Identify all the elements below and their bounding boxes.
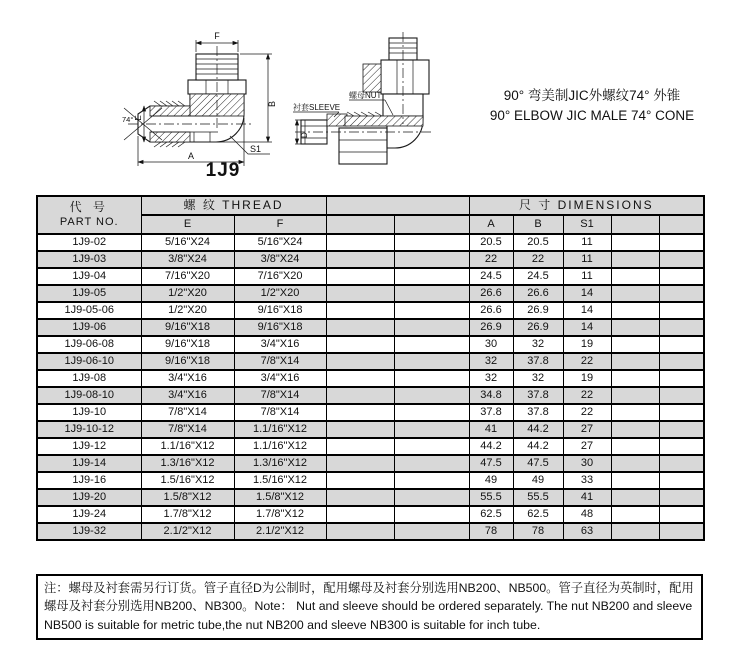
table-cell: 32 bbox=[469, 353, 513, 370]
table-cell: 14 bbox=[563, 285, 611, 302]
table-row bbox=[37, 285, 704, 302]
table-cell: 2.1/2"X12 bbox=[234, 523, 326, 540]
vertical-nut bbox=[381, 60, 429, 94]
table-cell: 78 bbox=[469, 523, 513, 540]
table-cell: 5/16"X24 bbox=[234, 234, 326, 251]
table-cell bbox=[326, 404, 394, 421]
table-cell bbox=[611, 523, 659, 540]
table-cell bbox=[394, 302, 469, 319]
table-cell bbox=[394, 506, 469, 523]
table-cell: 1.5/8"X12 bbox=[141, 489, 234, 506]
table-cell bbox=[611, 285, 659, 302]
table-cell bbox=[659, 438, 704, 455]
table-row bbox=[37, 489, 704, 506]
table-cell: 1J9-20 bbox=[37, 489, 141, 506]
table-cell bbox=[326, 472, 394, 489]
table-cell: 49 bbox=[469, 472, 513, 489]
col-header-blank bbox=[326, 215, 394, 234]
table-cell: 44.2 bbox=[513, 421, 563, 438]
table-cell: 1.3/16"X12 bbox=[141, 455, 234, 472]
table-cell bbox=[394, 336, 469, 353]
table-cell: 26.9 bbox=[513, 319, 563, 336]
section-hatch-topwall bbox=[345, 116, 423, 126]
table-cell bbox=[659, 421, 704, 438]
table-body bbox=[37, 234, 704, 540]
table-cell bbox=[326, 370, 394, 387]
section-hatch-bottomwall bbox=[150, 132, 190, 142]
table-row bbox=[37, 302, 704, 319]
table-cell: 1J9-10 bbox=[37, 404, 141, 421]
table-cell bbox=[659, 370, 704, 387]
header-dimensions-group: 尺 寸 DIMENSIONS bbox=[469, 196, 704, 215]
table-cell: 26.9 bbox=[469, 319, 513, 336]
table-cell bbox=[611, 370, 659, 387]
table-cell: 7/8"X14 bbox=[141, 421, 234, 438]
header-blank-group bbox=[326, 196, 469, 215]
table-cell: 1.5/16"X12 bbox=[234, 472, 326, 489]
table-cell: 26.9 bbox=[513, 302, 563, 319]
table-row bbox=[37, 472, 704, 489]
table-cell bbox=[611, 251, 659, 268]
sleeve-label: 衬套SLEEVE bbox=[293, 103, 341, 112]
table-cell: 11 bbox=[563, 251, 611, 268]
table-cell: 22 bbox=[563, 404, 611, 421]
table-cell: 9/16"X18 bbox=[234, 319, 326, 336]
table-cell: 44.2 bbox=[469, 438, 513, 455]
dim-label-f: F bbox=[214, 31, 220, 41]
table-row bbox=[37, 336, 704, 353]
table-cell: 37.8 bbox=[513, 353, 563, 370]
col-header-blank bbox=[394, 215, 469, 234]
table-cell: 1.1/16"X12 bbox=[234, 438, 326, 455]
table-cell: 30 bbox=[563, 455, 611, 472]
sleeve bbox=[327, 114, 347, 126]
table-cell: 14 bbox=[563, 319, 611, 336]
thread-ticks bbox=[347, 112, 382, 116]
table-cell: 48 bbox=[563, 506, 611, 523]
table-row bbox=[37, 319, 704, 336]
table-cell: 24.5 bbox=[469, 268, 513, 285]
table-cell: 1J9-02 bbox=[37, 234, 141, 251]
table-cell: 9/16"X18 bbox=[141, 353, 234, 370]
technical-drawing-left bbox=[122, 26, 312, 178]
table-cell: 1.1/16"X12 bbox=[141, 438, 234, 455]
table-cell bbox=[659, 506, 704, 523]
col-header-f: F bbox=[234, 215, 326, 234]
table-cell: 7/16"X20 bbox=[141, 268, 234, 285]
table-cell bbox=[659, 268, 704, 285]
table-cell: 11 bbox=[563, 234, 611, 251]
header-thread-group: 螺 纹 THREAD bbox=[141, 196, 326, 215]
product-title bbox=[442, 86, 742, 125]
table-cell bbox=[394, 251, 469, 268]
table-cell bbox=[394, 268, 469, 285]
table-row bbox=[37, 370, 704, 387]
table-cell: 1.5/8"X12 bbox=[234, 489, 326, 506]
table-row bbox=[37, 455, 704, 472]
table-cell bbox=[611, 302, 659, 319]
table-cell: 3/4"X16 bbox=[141, 387, 234, 404]
table-cell: 1J9-03 bbox=[37, 251, 141, 268]
table-cell: 33 bbox=[563, 472, 611, 489]
table-cell bbox=[611, 404, 659, 421]
table-cell: 1/2"X20 bbox=[234, 285, 326, 302]
table-cell: 2.1/2"X12 bbox=[141, 523, 234, 540]
table-cell: 27 bbox=[563, 438, 611, 455]
table-cell: 11 bbox=[563, 268, 611, 285]
col-header-a: A bbox=[469, 215, 513, 234]
table-cell: 62.5 bbox=[513, 506, 563, 523]
col-header-blank bbox=[659, 215, 704, 234]
table-cell bbox=[659, 319, 704, 336]
table-cell bbox=[611, 455, 659, 472]
table-cell bbox=[326, 523, 394, 540]
product-title-cn: 90° 弯美制JIC外螺纹74° 外锥 bbox=[503, 88, 681, 103]
table-cell: 1J9-16 bbox=[37, 472, 141, 489]
table-cell bbox=[611, 421, 659, 438]
table-cell bbox=[326, 336, 394, 353]
table-cell bbox=[611, 472, 659, 489]
table-cell bbox=[326, 302, 394, 319]
table-row bbox=[37, 404, 704, 421]
table-cell bbox=[326, 506, 394, 523]
table-row bbox=[37, 506, 704, 523]
table-cell: 47.5 bbox=[469, 455, 513, 472]
table-cell bbox=[326, 387, 394, 404]
table-cell bbox=[394, 421, 469, 438]
table-cell: 1J9-10-12 bbox=[37, 421, 141, 438]
table-cell: 32 bbox=[469, 370, 513, 387]
table-cell: 1/2"X20 bbox=[141, 285, 234, 302]
nut-label: 螺母NUT bbox=[349, 91, 382, 100]
header-part-no bbox=[37, 196, 141, 234]
table-row bbox=[37, 268, 704, 285]
dim-label-s1: S1 bbox=[250, 144, 262, 154]
table-cell: 1.1/16"X12 bbox=[234, 421, 326, 438]
table-cell bbox=[659, 404, 704, 421]
table-cell: 1J9-24 bbox=[37, 506, 141, 523]
table-cell: 7/8"X14 bbox=[234, 387, 326, 404]
table-cell: 22 bbox=[563, 353, 611, 370]
product-title-en: 90° ELBOW JIC MALE 74° CONE bbox=[489, 107, 695, 123]
table-cell bbox=[394, 387, 469, 404]
table-row bbox=[37, 421, 704, 438]
table-row bbox=[37, 251, 704, 268]
table-cell: 22 bbox=[563, 387, 611, 404]
table-cell: 32 bbox=[513, 336, 563, 353]
table-cell: 37.8 bbox=[513, 404, 563, 421]
table-cell bbox=[611, 336, 659, 353]
table-cell bbox=[394, 472, 469, 489]
table-row bbox=[37, 234, 704, 251]
table-cell: 62.5 bbox=[469, 506, 513, 523]
table-cell: 78 bbox=[513, 523, 563, 540]
table-cell bbox=[611, 506, 659, 523]
table-cell: 55.5 bbox=[469, 489, 513, 506]
table-cell: 1J9-14 bbox=[37, 455, 141, 472]
table-cell: 1J9-06-10 bbox=[37, 353, 141, 370]
table-cell: 1J9-32 bbox=[37, 523, 141, 540]
table-cell: 26.6 bbox=[469, 285, 513, 302]
table-cell: 7/8"X14 bbox=[234, 404, 326, 421]
table-cell bbox=[326, 268, 394, 285]
col-header-blank bbox=[611, 215, 659, 234]
horizontal-nut bbox=[339, 128, 387, 164]
table-cell: 37.8 bbox=[469, 404, 513, 421]
table-cell bbox=[659, 489, 704, 506]
table-cell bbox=[611, 489, 659, 506]
col-header-e: E bbox=[141, 215, 234, 234]
table-cell bbox=[394, 285, 469, 302]
table-cell bbox=[326, 421, 394, 438]
table-cell bbox=[394, 455, 469, 472]
table-cell: 1J9-05-06 bbox=[37, 302, 141, 319]
note-box: 注：螺母及衬套需另行订货。管子直径D为公制时，配用螺母及衬套分别选用NB200、NB500。管子直径为英制时，配用螺母及衬套分别选用NB200、NB300。Note： Nut and sleeve should be ordered separately. The nut NB200 and sleeve NB500 is suitable for metric tube,the nut NB200 and sleeve NB300 is suitable for inch tube. bbox=[36, 574, 703, 640]
table-cell: 44.2 bbox=[513, 438, 563, 455]
table-cell: 7/8"X14 bbox=[234, 353, 326, 370]
table-cell bbox=[394, 319, 469, 336]
table-cell bbox=[326, 251, 394, 268]
table-cell: 26.6 bbox=[513, 285, 563, 302]
dim-label-e: E bbox=[134, 115, 143, 121]
table-cell bbox=[394, 370, 469, 387]
table-cell: 24.5 bbox=[513, 268, 563, 285]
model-label: 1J9 bbox=[205, 160, 241, 181]
table-cell bbox=[659, 336, 704, 353]
table-cell: 30 bbox=[469, 336, 513, 353]
table-cell: 1J9-06-08 bbox=[37, 336, 141, 353]
table-cell bbox=[394, 234, 469, 251]
table-cell bbox=[326, 285, 394, 302]
table-cell: 1/2"X20 bbox=[141, 302, 234, 319]
table-cell: 37.8 bbox=[513, 387, 563, 404]
dim-label-a: A bbox=[187, 151, 195, 161]
table-cell: 9/16"X18 bbox=[141, 336, 234, 353]
table-cell bbox=[659, 302, 704, 319]
header-part-no-en: PART NO. bbox=[59, 216, 119, 228]
table-cell: 7/8"X14 bbox=[141, 404, 234, 421]
table-cell bbox=[659, 353, 704, 370]
table-cell: 3/8"X24 bbox=[141, 251, 234, 268]
table-cell: 1.7/8"X12 bbox=[234, 506, 326, 523]
table-cell: 34.8 bbox=[469, 387, 513, 404]
table-cell: 27 bbox=[563, 421, 611, 438]
table-cell bbox=[326, 489, 394, 506]
table-cell: 3/4"X16 bbox=[234, 370, 326, 387]
table-cell: 63 bbox=[563, 523, 611, 540]
spec-table bbox=[36, 195, 705, 541]
table-cell: 55.5 bbox=[513, 489, 563, 506]
table-row bbox=[37, 523, 704, 540]
table-row bbox=[37, 387, 704, 404]
table-cell bbox=[659, 472, 704, 489]
dim-label-d: D bbox=[300, 132, 309, 138]
table-cell: 1.5/16"X12 bbox=[141, 472, 234, 489]
table-row bbox=[37, 438, 704, 455]
section-hatch-shoulder bbox=[363, 64, 381, 92]
table-cell bbox=[611, 387, 659, 404]
table-cell: 19 bbox=[563, 370, 611, 387]
table-cell: 3/4"X16 bbox=[234, 336, 326, 353]
table-cell: 14 bbox=[563, 302, 611, 319]
table-cell bbox=[659, 523, 704, 540]
table-cell: 7/16"X20 bbox=[234, 268, 326, 285]
table-cell bbox=[326, 234, 394, 251]
table-cell bbox=[326, 319, 394, 336]
header-part-no-cn: 代 号 bbox=[69, 200, 109, 214]
table-cell: 1J9-12 bbox=[37, 438, 141, 455]
table-cell bbox=[394, 404, 469, 421]
table-cell: 47.5 bbox=[513, 455, 563, 472]
table-cell: 9/16"X18 bbox=[141, 319, 234, 336]
table-cell bbox=[394, 438, 469, 455]
table-cell bbox=[659, 251, 704, 268]
table-cell: 19 bbox=[563, 336, 611, 353]
table-cell: 22 bbox=[513, 251, 563, 268]
table-cell: 49 bbox=[513, 472, 563, 489]
col-header-b: B bbox=[513, 215, 563, 234]
table-cell bbox=[611, 438, 659, 455]
table-cell: 1J9-04 bbox=[37, 268, 141, 285]
table-cell bbox=[611, 319, 659, 336]
table-cell: 1J9-06 bbox=[37, 319, 141, 336]
table-cell: 1J9-05 bbox=[37, 285, 141, 302]
table-cell bbox=[394, 523, 469, 540]
table-cell: 1J9-08-10 bbox=[37, 387, 141, 404]
table-cell: 9/16"X18 bbox=[234, 302, 326, 319]
table-cell bbox=[611, 234, 659, 251]
table-cell: 26.6 bbox=[469, 302, 513, 319]
table-cell bbox=[326, 455, 394, 472]
table-cell: 1.3/16"X12 bbox=[234, 455, 326, 472]
table-cell bbox=[326, 438, 394, 455]
cone-angle-label: 74° bbox=[122, 115, 134, 124]
table-cell: 22 bbox=[469, 251, 513, 268]
dim-label-b: B bbox=[267, 100, 277, 108]
table-cell: 20.5 bbox=[513, 234, 563, 251]
table-cell bbox=[659, 387, 704, 404]
table-cell bbox=[611, 353, 659, 370]
table-cell: 41 bbox=[563, 489, 611, 506]
table-cell: 1.7/8"X12 bbox=[141, 506, 234, 523]
table-cell: 20.5 bbox=[469, 234, 513, 251]
table-row bbox=[37, 353, 704, 370]
section-hatch-topwall bbox=[150, 106, 190, 116]
table-cell: 5/16"X24 bbox=[141, 234, 234, 251]
table-cell: 3/4"X16 bbox=[141, 370, 234, 387]
table-cell: 1J9-08 bbox=[37, 370, 141, 387]
table-cell: 32 bbox=[513, 370, 563, 387]
col-header-s1: S1 bbox=[563, 215, 611, 234]
table-cell bbox=[326, 353, 394, 370]
table-cell: 41 bbox=[469, 421, 513, 438]
table-cell bbox=[659, 285, 704, 302]
table-cell bbox=[394, 489, 469, 506]
table-cell: 3/8"X24 bbox=[234, 251, 326, 268]
table-cell bbox=[659, 234, 704, 251]
table-cell bbox=[611, 268, 659, 285]
table-cell bbox=[394, 353, 469, 370]
table-cell bbox=[659, 455, 704, 472]
